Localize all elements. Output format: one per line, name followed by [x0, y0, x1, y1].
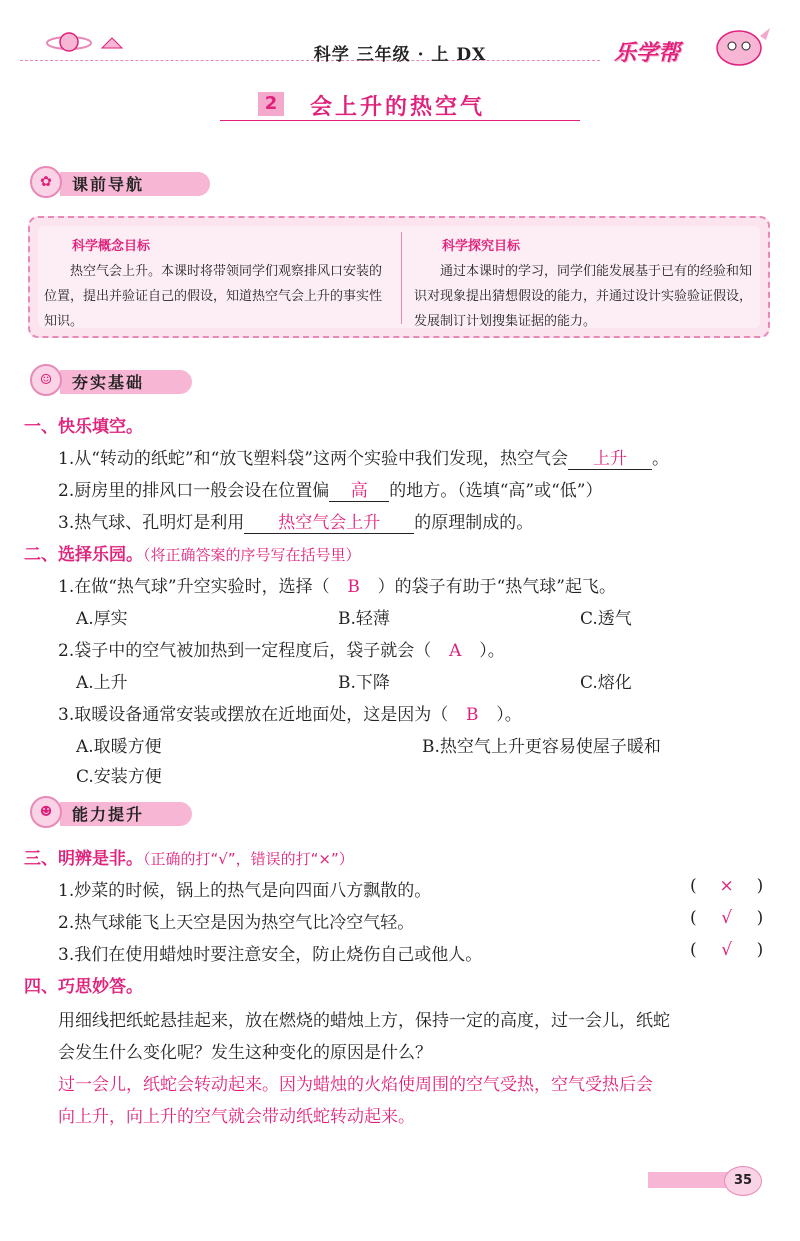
c3-option-b: B.热空气上升更容易使屋子暖和: [422, 737, 661, 757]
header-title: 科学 三年级 · 上 DX: [313, 45, 487, 65]
c3-end: ）。: [496, 705, 522, 725]
c2-option-c: C.熔化: [580, 673, 632, 693]
c3-option-a: A.取暖方便: [76, 737, 162, 757]
judge-question-1: 1.炒菜的时候，锅上的热气是向四面八方飘散的。: [58, 881, 432, 901]
c1-end: ）的袋子有助于“热气球”起飞。: [377, 577, 616, 597]
choice-question-1: [58, 572, 616, 597]
banner-label: 能力提升: [72, 805, 145, 824]
banner-improve: [30, 796, 192, 828]
section2-head: [24, 540, 361, 565]
c1-option-c: C.透气: [580, 609, 632, 629]
judge-question-3: 3.我们在使用蜡烛时要注意安全，防止烧伤自己或他人。: [58, 945, 483, 965]
books-icon: ☺: [30, 364, 62, 396]
explore-objective: [414, 234, 754, 334]
fill-question-3: [58, 508, 533, 534]
explore-head: 科学探究目标: [442, 239, 521, 254]
judge-mark-2: ( √ ): [690, 908, 764, 928]
c2-text: 2.袋子中的空气被加热到一定程度后，袋子就会（: [58, 641, 432, 661]
c2-answer: A: [449, 641, 462, 661]
essay-answer-line2: 向上升，向上升的空气就会带动纸蛇转动起来。: [58, 1107, 415, 1127]
q3-text: 3.热气球、孔明灯是利用: [58, 513, 245, 533]
essay-answer-line1: 过一会儿，纸蛇会转动起来。因为蜡烛的火焰使周围的空气受热，空气受热后会: [58, 1075, 653, 1095]
c2-end: ）。: [479, 641, 505, 661]
q3-answer: 热空气会上升: [244, 508, 414, 534]
banner-preview: [30, 166, 210, 198]
q1-end: 。: [651, 449, 669, 469]
lesson-title: 会上升的热空气: [310, 95, 486, 120]
footer-bar: [648, 1172, 736, 1188]
section3-head: [24, 844, 354, 869]
banner-label: 课前导航: [72, 175, 145, 194]
mark-1: ×: [719, 876, 734, 896]
concept-head: 科学概念目标: [72, 239, 151, 254]
c1-text: 1.在做“热气球”升空实验时，选择（: [58, 577, 330, 597]
fill-question-2: [58, 476, 603, 502]
objectives-divider: [401, 232, 402, 324]
page-number: 35: [724, 1166, 762, 1196]
c2-option-a: A.上升: [76, 673, 128, 693]
concept-text: 热空气会上升。本课时将带领同学们观察排风口安装的位置，提出并验证自己的假设，知道热空气会上升的事实性知识。: [44, 264, 383, 329]
q2-end: 的地方。（选填“高”或“低”）: [389, 481, 603, 501]
c2-option-b: B.下降: [338, 673, 390, 693]
c1-answer: B: [347, 577, 360, 597]
c1-option-a: A.厚实: [76, 609, 128, 629]
brand-logo: 乐学帮: [614, 41, 681, 66]
c1-option-b: B.轻薄: [338, 609, 390, 629]
c3-answer: B: [465, 705, 479, 725]
explore-text: 通过本课时的学习，同学们能发展基于已有的经验和知识对现象提出猜想假设的能力，并通过设计实验验证假设，发展制订计划搜集证据的能力。: [414, 264, 753, 329]
banner-basic: [30, 364, 192, 396]
c3-text: 3.取暖设备通常安装或摆放在近地面处，这是因为（: [58, 705, 449, 725]
fill-question-1: [58, 444, 669, 470]
judge-mark-1: ( × ): [690, 876, 764, 896]
section3-note: （正确的打“√”，错误的打“×”）: [143, 850, 354, 868]
q1-text: 1.从“转动的纸蛇”和“放飞塑料袋”这两个实验中我们发现，热空气会: [58, 449, 568, 469]
mark-3: √: [721, 940, 733, 960]
section4-head: 四、巧思妙答。: [24, 977, 143, 997]
essay-question-line1: 用细线把纸蛇悬挂起来，放在燃烧的蜡烛上方，保持一定的高度，过一会儿，纸蛇: [58, 1011, 670, 1031]
rabbit-icon: ✿: [30, 166, 62, 198]
banner-label: 夯实基础: [72, 373, 145, 392]
lesson-number: 2: [258, 92, 284, 116]
mascot-icon: [704, 22, 774, 68]
concept-objective: [44, 234, 384, 334]
section1-head: 一、快乐填空。: [24, 417, 143, 437]
lesson-title-bar: [220, 90, 580, 121]
q3-end: 的原理制成的。: [414, 513, 534, 533]
girl-icon: ☻: [30, 796, 62, 828]
mark-2: √: [721, 908, 733, 928]
section2-title: 二、选择乐园。: [24, 545, 143, 565]
choice-question-2: [58, 636, 505, 661]
q1-answer: 上升: [568, 444, 652, 470]
judge-question-2: 2.热气球能飞上天空是因为热空气比冷空气轻。: [58, 913, 415, 933]
q2-answer: 高: [329, 476, 389, 502]
q2-text: 2.厨房里的排风口一般会设在位置偏: [58, 481, 330, 501]
section3-title: 三、明辨是非。: [24, 849, 143, 869]
choice-question-3: [58, 700, 522, 725]
section2-note: （将正确答案的序号写在括号里）: [143, 546, 361, 564]
objectives-box: [28, 216, 770, 338]
essay-question-line2: 会发生什么变化呢？发生这种变化的原因是什么？: [58, 1043, 432, 1063]
judge-mark-3: ( √ ): [690, 940, 764, 960]
c3-option-c: C.安装方便: [76, 767, 162, 787]
